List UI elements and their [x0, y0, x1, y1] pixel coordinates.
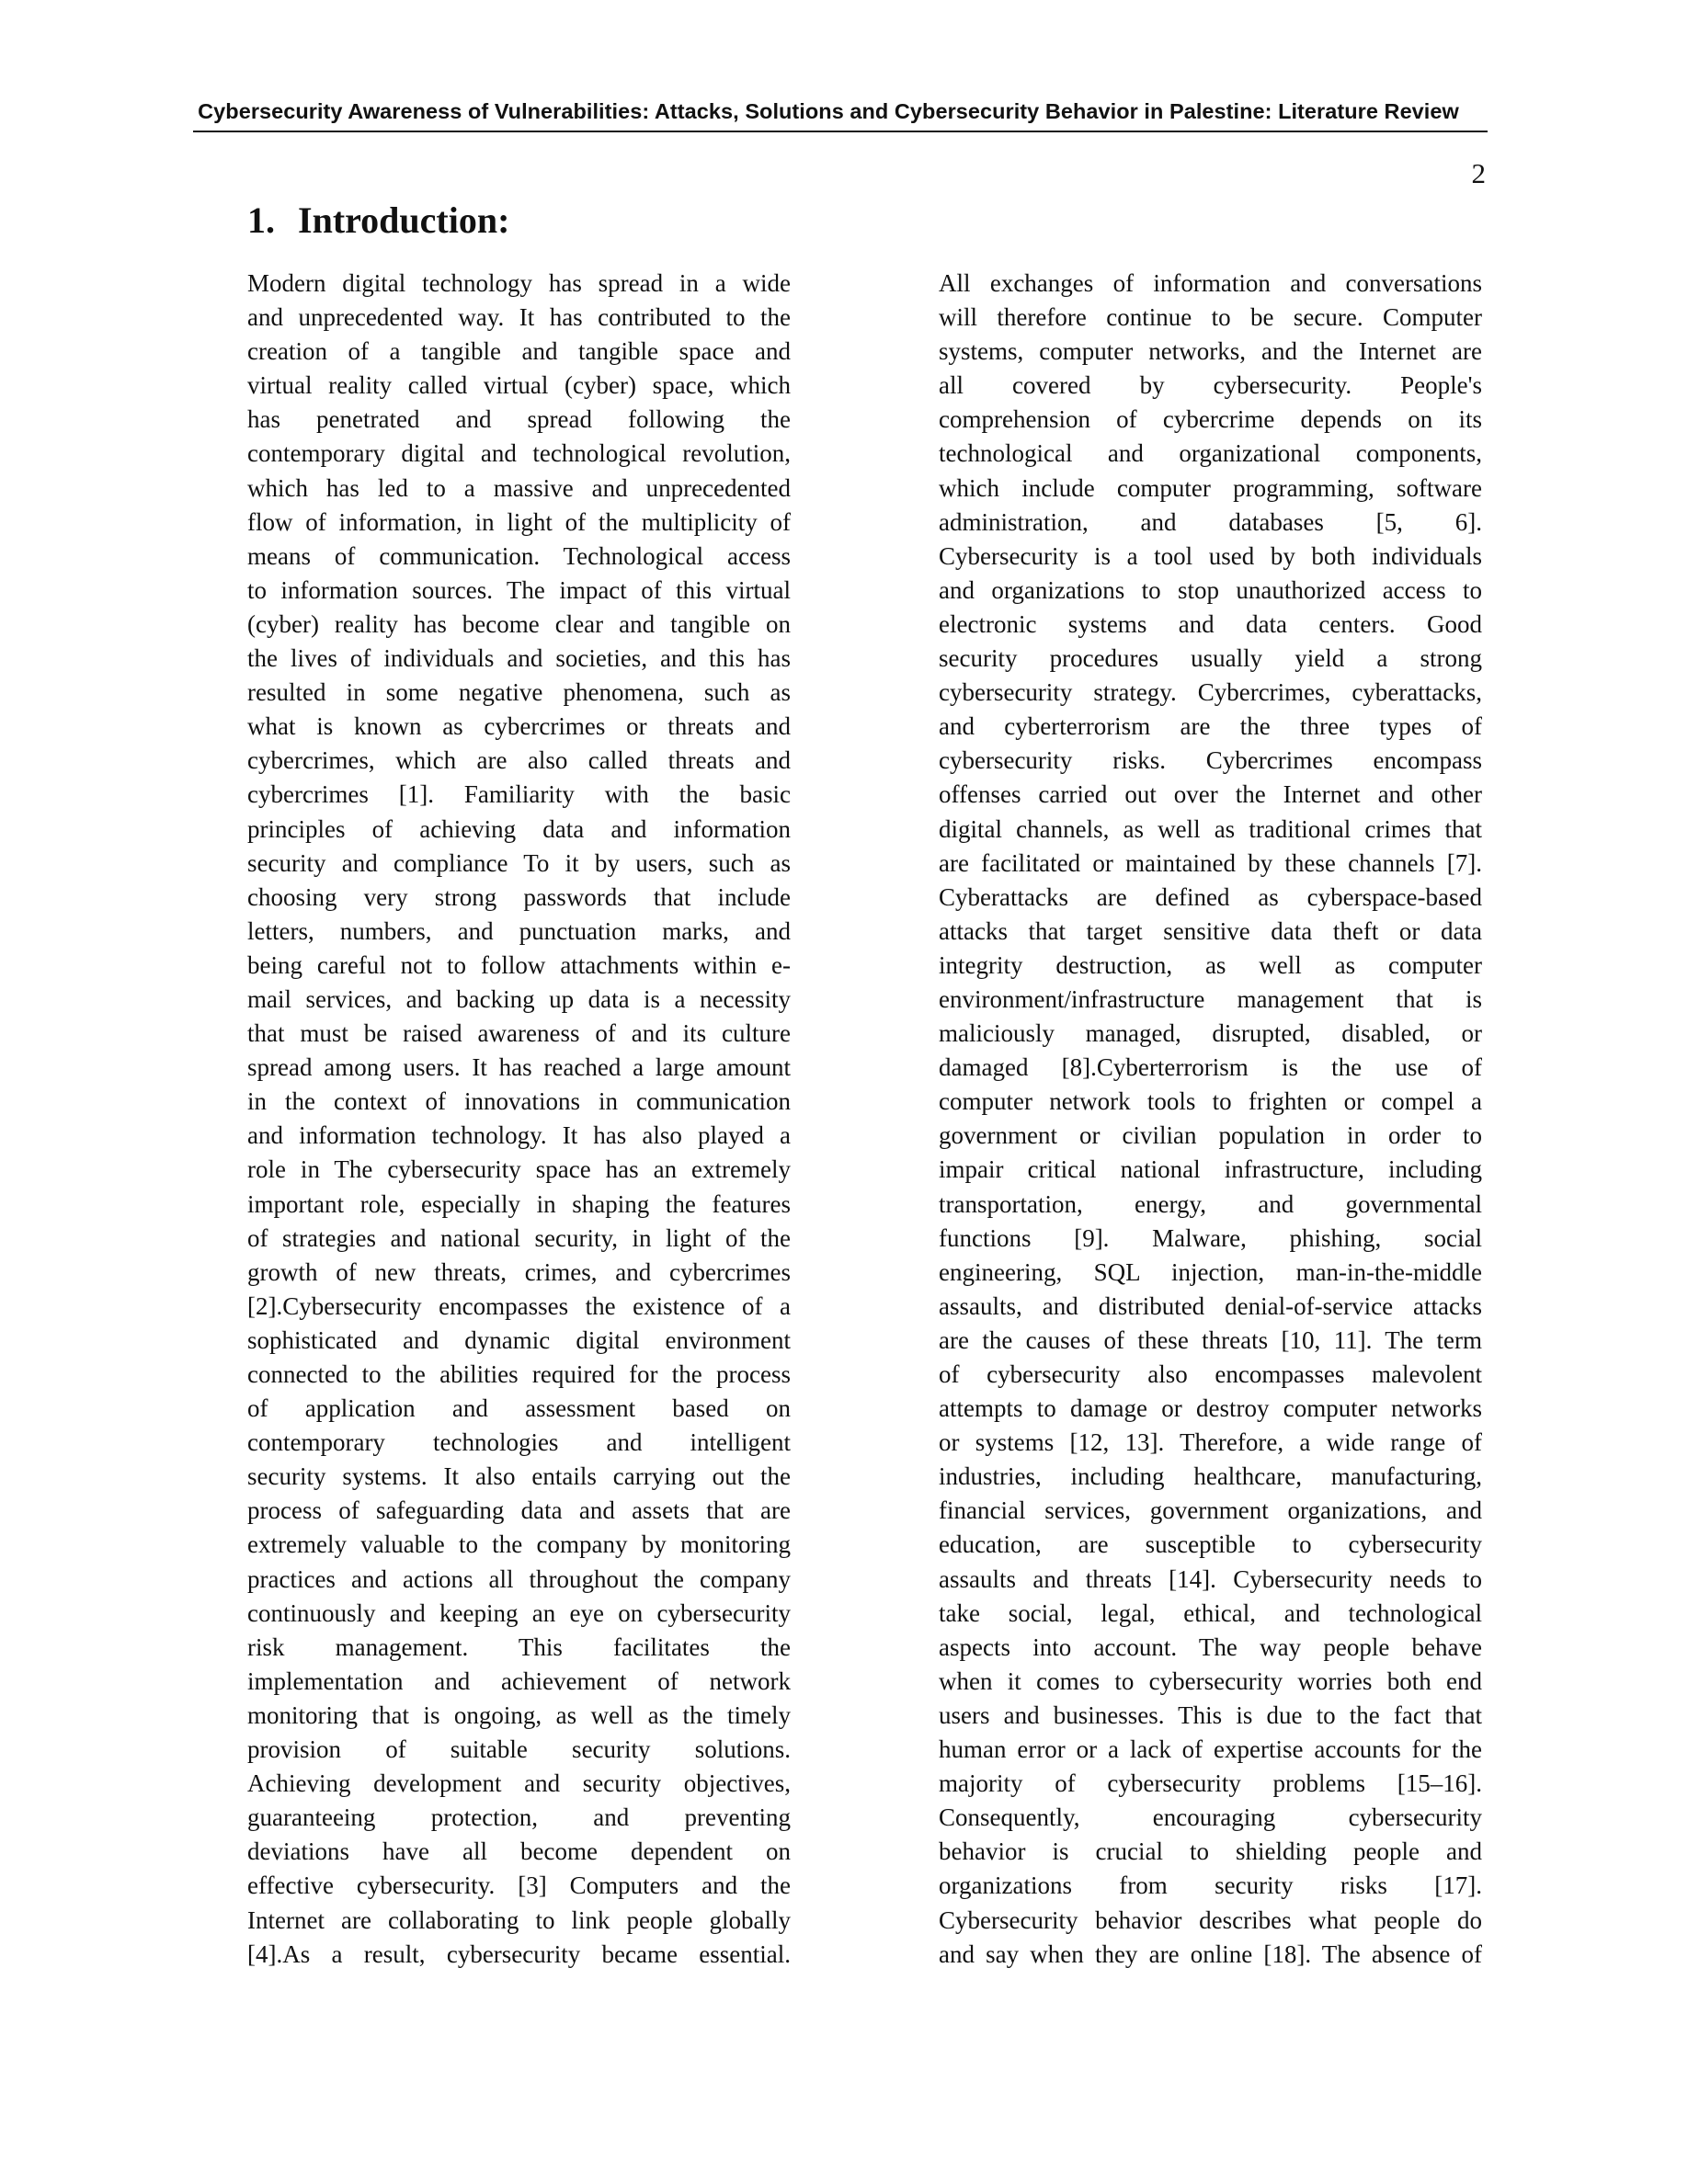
text-line: are facilitated or maintained by these channels [7]. — [939, 848, 1482, 877]
text-line: environment/infrastructure management that is — [939, 984, 1482, 1013]
text-line: growth of new threats, crimes, and cybercrimes — [247, 1257, 791, 1286]
text-line: of strategies and national security, in light of the — [247, 1223, 791, 1252]
text-line: contemporary digital and technological revolution, — [247, 439, 791, 468]
text-line: principles of achieving data and information — [247, 814, 791, 843]
text-line: All exchanges of information and conversations — [939, 269, 1482, 297]
text-line: in the context of innovations in communication — [247, 1087, 791, 1116]
text-line: assaults, and distributed denial-of-service attacks — [939, 1291, 1482, 1320]
text-line: continuously and keeping an eye on cybersecurity — [247, 1598, 791, 1627]
text-line: computer network tools to frighten or compel a — [939, 1087, 1482, 1116]
text-line: what is known as cybercrimes or threats and — [247, 712, 791, 741]
text-line: Consequently, encouraging cybersecurity — [939, 1803, 1482, 1832]
text-line: spread among users. It has reached a large amount — [247, 1053, 791, 1082]
text-line: to information sources. The impact of this virtual — [247, 575, 791, 604]
text-line: aspects into account. The way people behave — [939, 1632, 1482, 1661]
text-line: or systems [12, 13]. Therefore, a wide range of — [939, 1428, 1482, 1457]
text-line: attempts to damage or destroy computer networks — [939, 1394, 1482, 1423]
text-line: engineering, SQL injection, man-in-the-middle — [939, 1257, 1482, 1286]
text-line: attacks that target sensitive data theft or data — [939, 916, 1482, 945]
text-line: (cyber) reality has become clear and tangible on — [247, 609, 791, 638]
text-line: cybersecurity risks. Cybercrimes encompass — [939, 746, 1482, 775]
text-line: effective cybersecurity. [3] Computers and the — [247, 1871, 791, 1900]
text-line: flow of information, in light of the multiplicity of — [247, 507, 791, 536]
header-rule — [193, 131, 1488, 132]
text-line: are the causes of these threats [10, 11]. The term — [939, 1325, 1482, 1354]
text-line: letters, numbers, and punctuation marks, and — [247, 916, 791, 945]
right-column — [939, 267, 1482, 1972]
text-line: electronic systems and data centers. Good — [939, 609, 1482, 638]
text-line: impair critical national infrastructure, including — [939, 1155, 1482, 1184]
text-line: technological and organizational components, — [939, 439, 1482, 468]
text-line: process of safeguarding data and assets that are — [247, 1496, 791, 1525]
text-line: cybercrimes [1]. Familiarity with the basic — [247, 780, 791, 809]
running-header: Cybersecurity Awareness of Vulnerabilities: Attacks, Solutions and Cybersecurity Behavior in Palestine: Literature Review — [198, 99, 1459, 123]
text-line: resulted in some negative phenomena, such as — [247, 678, 791, 707]
text-line: Achieving development and security objectives, — [247, 1769, 791, 1798]
text-line: that must be raised awareness of and its culture — [247, 1019, 791, 1048]
text-line: [2].Cybersecurity encompasses the existence of a — [247, 1291, 791, 1320]
text-line: comprehension of cybercrime depends on its — [939, 405, 1482, 434]
text-line: Internet are collaborating to link people globally — [247, 1905, 791, 1934]
text-line: Cybersecurity is a tool used by both individuals — [939, 541, 1482, 570]
text-line: financial services, government organizations, and — [939, 1496, 1482, 1525]
text-line: administration, and databases [5, 6]. — [939, 507, 1482, 536]
text-line: take social, legal, ethical, and technological — [939, 1598, 1482, 1627]
text-line: cybersecurity strategy. Cybercrimes, cyberattacks, — [939, 678, 1482, 707]
text-line: systems, computer networks, and the Internet are — [939, 337, 1482, 366]
text-line: which include computer programming, software — [939, 473, 1482, 502]
section-number: 1. — [247, 199, 275, 241]
text-line: and cyberterrorism are the three types of — [939, 712, 1482, 741]
text-line: contemporary technologies and intelligent — [247, 1428, 791, 1457]
text-line: government or civilian population in order to — [939, 1121, 1482, 1150]
text-line: provision of suitable security solutions. — [247, 1735, 791, 1764]
text-line: of application and assessment based on — [247, 1394, 791, 1423]
text-line: connected to the abilities required for the process — [247, 1360, 791, 1388]
text-line: security and compliance To it by users, such as — [247, 848, 791, 877]
text-line: maliciously managed, disrupted, disabled, or — [939, 1019, 1482, 1048]
text-line: virtual reality called virtual (cyber) space, which — [247, 371, 791, 400]
text-line: security procedures usually yield a strong — [939, 644, 1482, 673]
text-line: important role, especially in shaping the features — [247, 1189, 791, 1218]
text-line: damaged [8].Cyberterrorism is the use of — [939, 1053, 1482, 1082]
text-line: [4].As a result, cybersecurity became essential. — [247, 1939, 791, 1968]
text-line: offenses carried out over the Internet and other — [939, 780, 1482, 809]
text-line: sophisticated and dynamic digital environment — [247, 1325, 791, 1354]
text-line: transportation, energy, and governmental — [939, 1189, 1482, 1218]
text-line: choosing very strong passwords that include — [247, 882, 791, 911]
text-line: and information technology. It has also played a — [247, 1121, 791, 1150]
text-line: risk management. This facilitates the — [247, 1632, 791, 1661]
text-line: implementation and achievement of network — [247, 1666, 791, 1695]
page-number: 2 — [1471, 157, 1486, 189]
text-line: creation of a tangible and tangible space and — [247, 337, 791, 366]
text-line: role in The cybersecurity space has an extremely — [247, 1155, 791, 1184]
section-title: Introduction: — [298, 199, 510, 241]
text-line: Modern digital technology has spread in a wide — [247, 269, 791, 297]
text-line: mail services, and backing up data is a necessity — [247, 984, 791, 1013]
text-line: organizations from security risks [17]. — [939, 1871, 1482, 1900]
text-line: integrity destruction, as well as computer — [939, 950, 1482, 979]
text-line: human error or a lack of expertise accounts for the — [939, 1735, 1482, 1764]
text-line: will therefore continue to be secure. Computer — [939, 303, 1482, 332]
text-line: Cyberattacks are defined as cyberspace-based — [939, 882, 1482, 911]
text-line: industries, including healthcare, manufacturing, — [939, 1462, 1482, 1491]
text-line: majority of cybersecurity problems [15–16]. — [939, 1769, 1482, 1798]
text-line: Cybersecurity behavior describes what people do — [939, 1905, 1482, 1934]
text-line: of cybersecurity also encompasses malevolent — [939, 1360, 1482, 1388]
text-line: when it comes to cybersecurity worries both end — [939, 1666, 1482, 1695]
text-line: practices and actions all throughout the company — [247, 1564, 791, 1593]
text-line: means of communication. Technological access — [247, 541, 791, 570]
text-line: has penetrated and spread following the — [247, 405, 791, 434]
text-line: the lives of individuals and societies, and this has — [247, 644, 791, 673]
text-line: extremely valuable to the company by monitoring — [247, 1530, 791, 1559]
text-line: functions [9]. Malware, phishing, social — [939, 1223, 1482, 1252]
left-column — [247, 267, 791, 1972]
text-line: digital channels, as well as traditional crimes that — [939, 814, 1482, 843]
text-line: which has led to a massive and unprecedented — [247, 473, 791, 502]
text-line: all covered by cybersecurity. People's — [939, 371, 1482, 400]
text-line: and unprecedented way. It has contributed to the — [247, 303, 791, 332]
text-line: security systems. It also entails carrying out the — [247, 1462, 791, 1491]
text-line: education, are susceptible to cybersecurity — [939, 1530, 1482, 1559]
text-line: behavior is crucial to shielding people and — [939, 1837, 1482, 1866]
text-line: deviations have all become dependent on — [247, 1837, 791, 1866]
text-line: guaranteeing protection, and preventing — [247, 1803, 791, 1832]
text-line: assaults and threats [14]. Cybersecurity needs to — [939, 1564, 1482, 1593]
text-line: being careful not to follow attachments within e- — [247, 950, 791, 979]
text-line: users and businesses. This is due to the fact that — [939, 1701, 1482, 1729]
text-line: cybercrimes, which are also called threats and — [247, 746, 791, 775]
text-line: and say when they are online [18]. The absence of — [939, 1939, 1482, 1968]
text-line: monitoring that is ongoing, as well as the timely — [247, 1701, 791, 1729]
section-heading — [247, 199, 509, 242]
text-line: and organizations to stop unauthorized access to — [939, 575, 1482, 604]
